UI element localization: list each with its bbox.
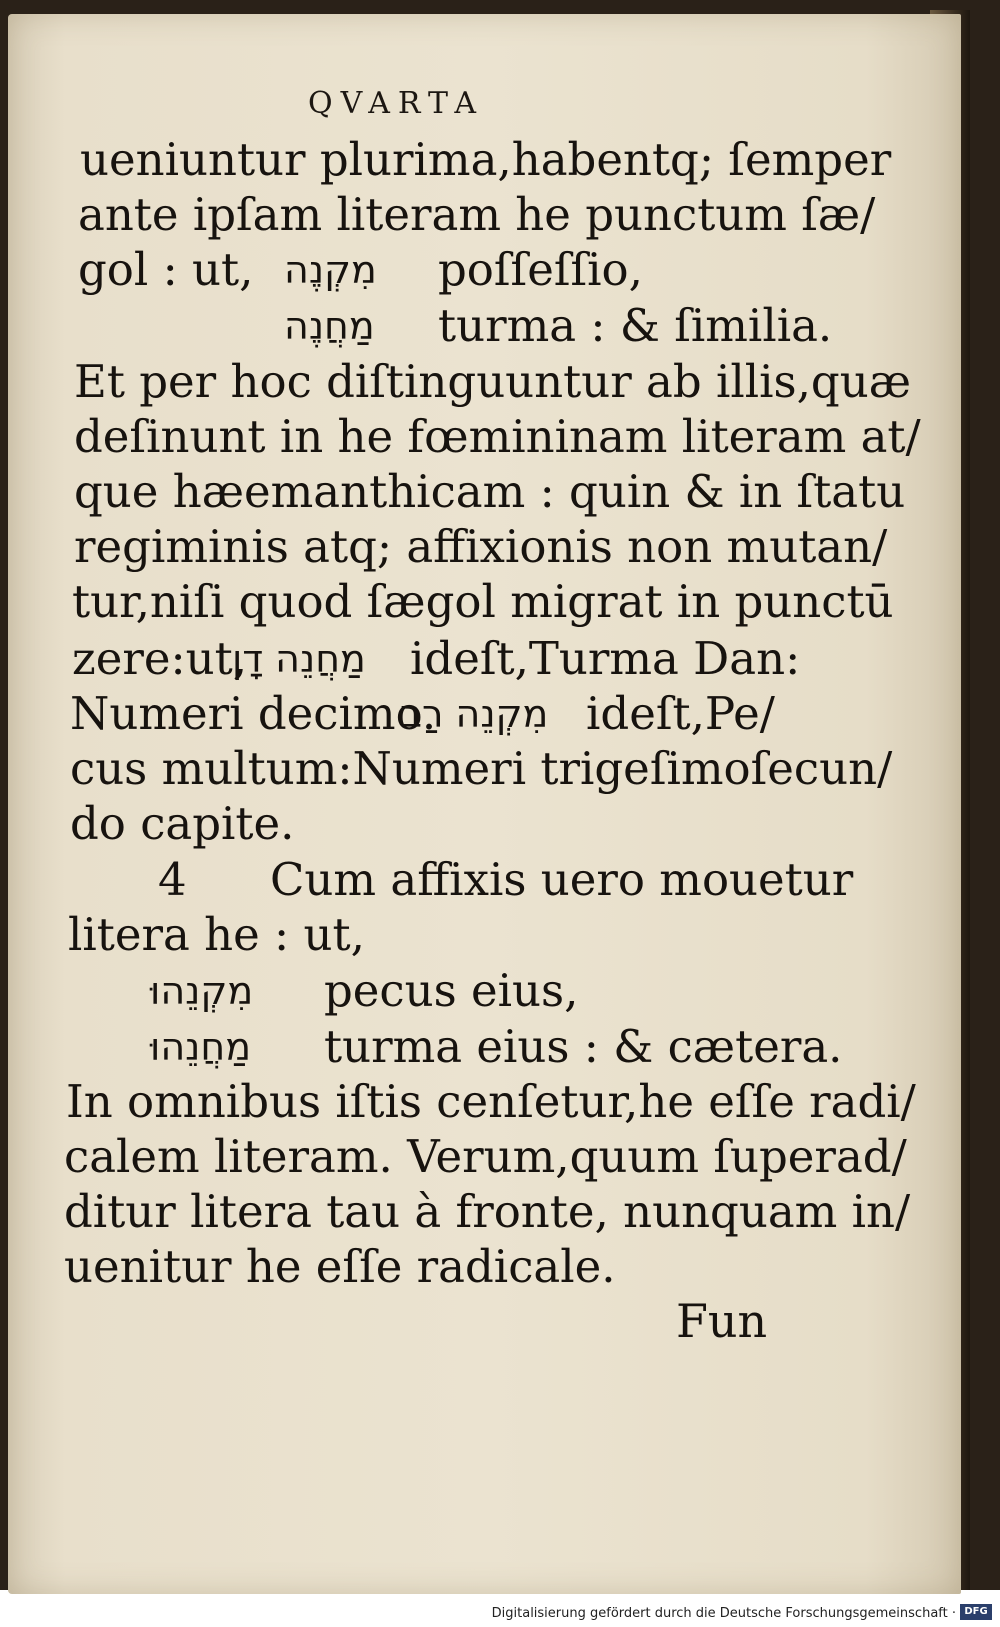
catchword: Fun bbox=[676, 1294, 768, 1348]
book-page: QVARTA ueniuntur plurima,habentq; ſemper ante ipſam literam he punctum ſæ/ gol : ut, מִקְנֶה poſſeſſio, מַחֲנֶה turma : & ſimilia. Et per hoc diſtinguuntur ab illis,quæ deſinunt in he fœmininam literam at/ que hæemanthicam : quin & in ſtatu regiminis atq; affixionis non mutan/ tur,niſi quod ſægol migrat in punctū zere:ut, מַחֲנֵה דָן ideſt,Turma Dan: Numeri decimo. מִקְנֵה רַב ideſt,Pe/ cus multum:Numeri trigeſimoſecun/ do capite. 4 Cum affixis uero mouetur litera he : ut, מִקְנֵהוּ pecus eius, מַחֲנֵהוּ turma eius : & cætera. In omnibus iſtis cenſetur,he eſſe radi/ calem literam. Verum,quum ſuperad/ ditur litera tau à fronte, nunquam in/ uenitur he eſſe radicale. Fun bbox=[8, 14, 961, 1594]
hebrew-word: מַחֲנֶה bbox=[284, 304, 375, 348]
text-line: cus multum:Numeri trigeſimoſecun/ bbox=[70, 742, 893, 795]
text-line: Numeri decimo. מִקְנֵה רַב ideſt,Pe/ bbox=[70, 687, 775, 740]
hebrew-word: מִקְנֶה bbox=[284, 248, 377, 292]
dfg-logo: DFG bbox=[960, 1604, 992, 1620]
text-line: que hæemanthicam : quin & in ſtatu bbox=[74, 465, 906, 518]
paragraph-number: 4 bbox=[158, 853, 187, 906]
text-line: calem literam. Verum,quum ſuperad/ bbox=[64, 1130, 907, 1183]
text-line: ditur litera tau à fronte, nunquam in/ bbox=[64, 1185, 911, 1238]
text-line: do capite. bbox=[70, 797, 295, 850]
hebrew-word: מַחֲנֵהוּ bbox=[150, 1025, 252, 1069]
text-line: gol : ut, מִקְנֶה poſſeſſio, bbox=[78, 243, 643, 296]
hebrew-word: מִקְנֵהוּ bbox=[150, 969, 254, 1013]
text-line: tur,niſi quod ſægol migrat in punctū bbox=[72, 575, 894, 628]
text-line: uenitur he eſſe radicale. bbox=[64, 1240, 616, 1293]
hebrew-word: מִקְנֵה רַב bbox=[400, 692, 549, 736]
footer-credit: Digitalisierung gefördert durch die Deutsche Forschungsgemeinschaft · bbox=[491, 1606, 956, 1621]
text-line: regiminis atq; affixionis non mutan/ bbox=[74, 520, 888, 573]
hebrew-word: מַחֲנֵה דָן bbox=[232, 637, 366, 681]
text-line: deſinunt in he fœmininam literam at/ bbox=[74, 410, 921, 463]
text-line: ante ipſam literam he punctum ſæ/ bbox=[78, 188, 876, 241]
text-line: litera he : ut, bbox=[68, 908, 365, 961]
digitization-footer bbox=[0, 1600, 1000, 1627]
text-line: Et per hoc diſtinguuntur ab illis,quæ bbox=[74, 355, 912, 408]
running-header: QVARTA bbox=[308, 86, 484, 121]
text-line: zere:ut, מַחֲנֵה דָן ideſt,Turma Dan: bbox=[72, 632, 801, 685]
text-line: ueniuntur plurima,habentq; ſemper bbox=[80, 133, 892, 186]
text-line: In omnibus iſtis cenſetur,he eſſe radi/ bbox=[66, 1075, 916, 1128]
